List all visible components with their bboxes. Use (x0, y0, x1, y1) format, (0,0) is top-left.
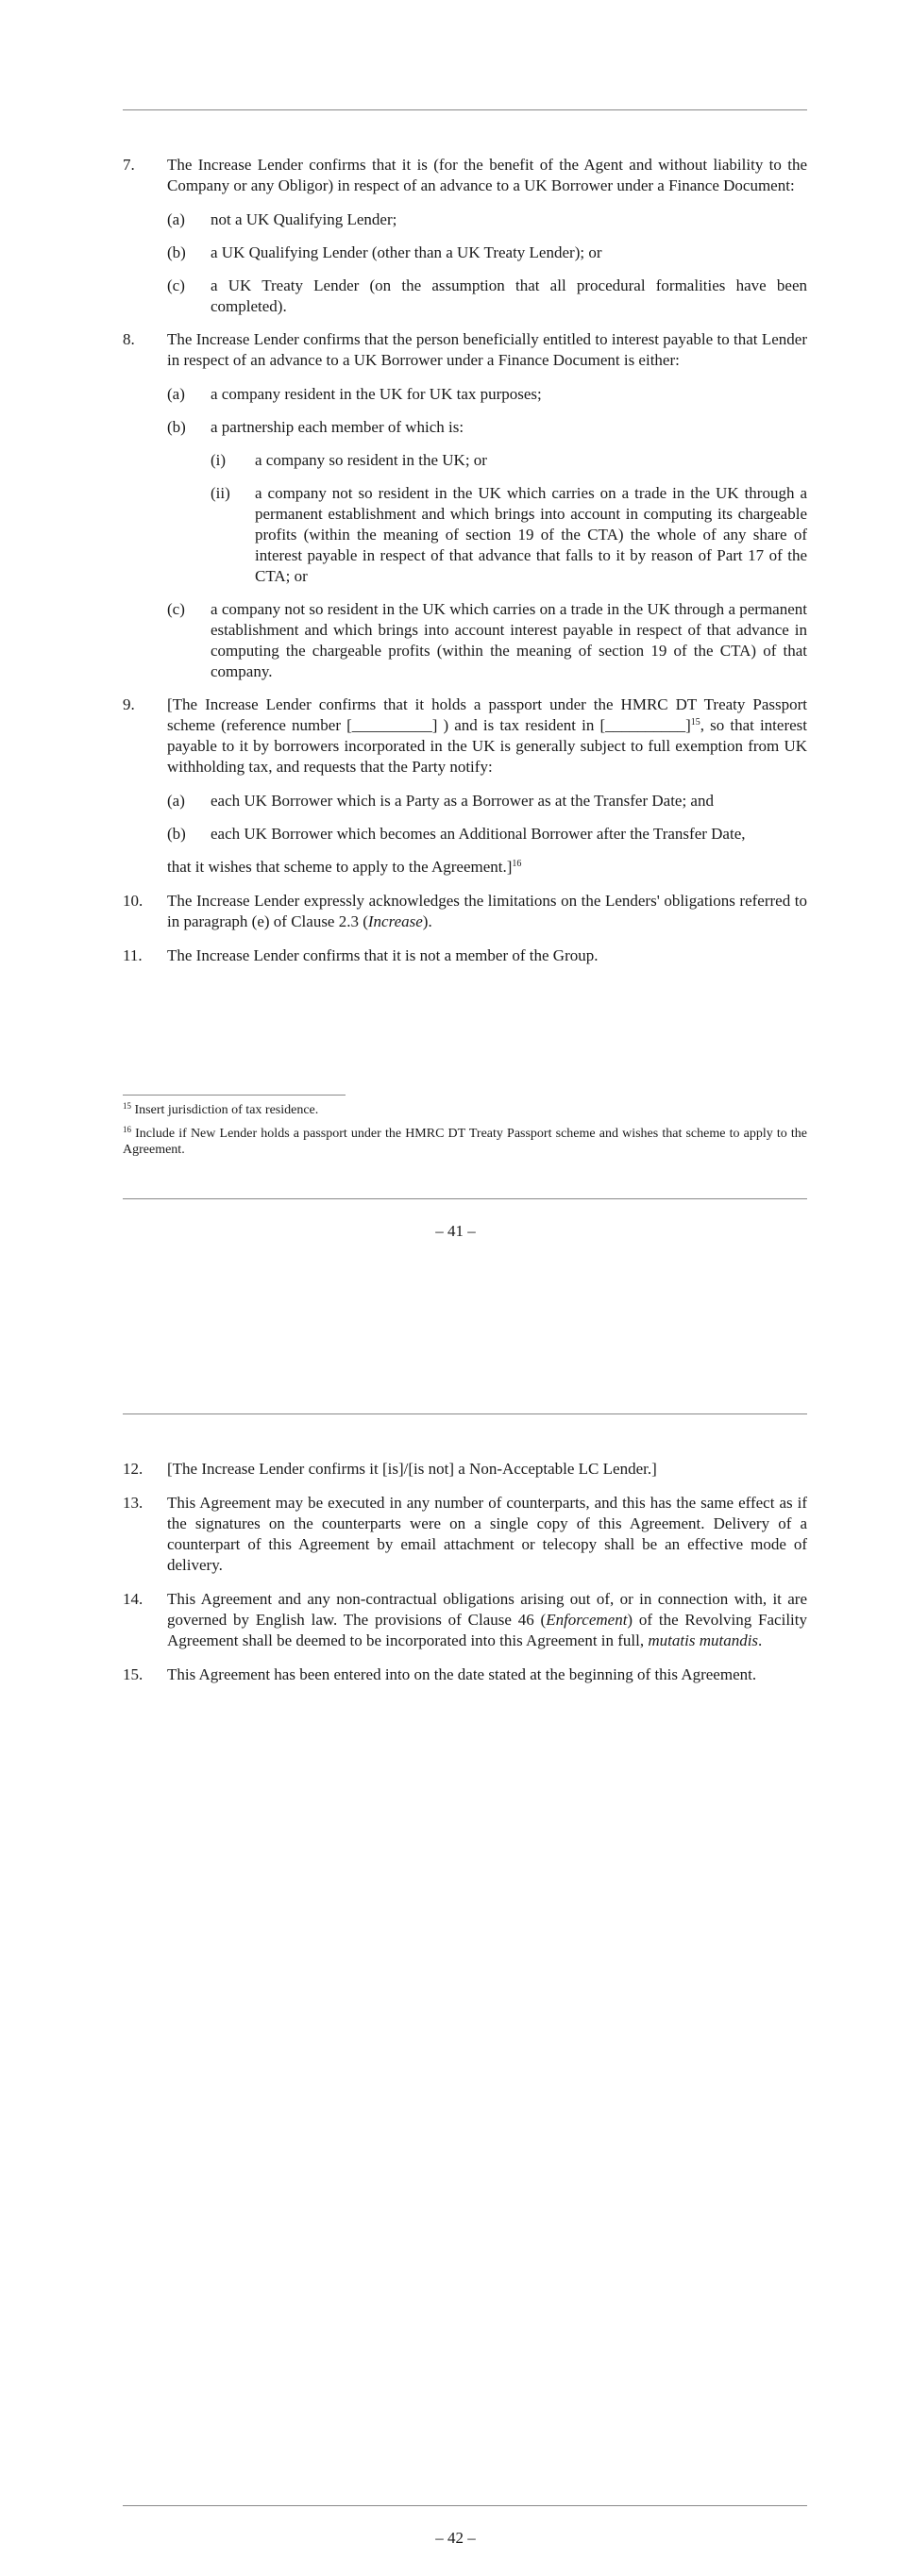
clause-number: 13. (123, 1494, 143, 1512)
footnotes (123, 1102, 807, 1165)
footnote-separator (123, 1095, 346, 1096)
sub-text: a company not so resident in the UK which carries on a trade in the UK through a permanent establishment and which brings into account interest payable in respect of that advance in computing the chargeable profits (within the meaning of section 19 of the CTA) of that company. (211, 600, 807, 680)
clause-15 (123, 1664, 807, 1685)
sub-number: (b) (167, 243, 186, 261)
clause-number: 7. (123, 156, 135, 174)
sub-item (167, 276, 807, 317)
sub-item (167, 243, 807, 263)
page-41-body (123, 155, 807, 979)
clause-continuation: that it wishes that scheme to apply to the Agreement.]$^{16}$ (167, 858, 522, 876)
clause-text: The Increase Lender expressly acknowledges the limitations on the Lenders' obligations referred to in paragraph (e) of Clause 2.3 (Increase). (167, 892, 807, 930)
sub-item (167, 599, 807, 682)
clause-10 (123, 891, 807, 932)
clause-7 (123, 155, 807, 317)
footnote-15: $^{15}$ Insert jurisdiction of tax residence. (123, 1101, 319, 1117)
page-number: – 41 – (435, 1222, 476, 1240)
clause-number: 14. (123, 1590, 143, 1608)
sub-item (167, 791, 807, 811)
sub-number: (a) (167, 210, 185, 228)
sub-item (167, 417, 807, 438)
sub-item (167, 824, 807, 845)
clause-11 (123, 945, 807, 966)
clause-12 (123, 1459, 807, 1480)
sub-sub-text: a company so resident in the UK; or (255, 451, 487, 469)
sub-item (167, 384, 807, 405)
clause-13 (123, 1493, 807, 1576)
clause-14 (123, 1589, 807, 1651)
clause-text: The Increase Lender confirms that the person beneficially entitled to interest payable to that Lender in respect of an advance to a UK Borrower under a Finance Document is either: (167, 330, 807, 369)
footnote-16: $^{16}$ Include if New Lender holds a passport under the HMRC DT Treaty Passport scheme and wishes that scheme to apply to the Agreement. (123, 1125, 807, 1157)
clause-text: The Increase Lender confirms that it is (for the benefit of the Agent and without liability to the Company or any Obligor) in respect of an advance to a UK Borrower under a Finance Document: (167, 156, 807, 194)
clause-text: [The Increase Lender confirms that it holds a passport under the HMRC DT Treaty Passport scheme (reference number [__________] ) and is tax resident in [__________]$^{15}$, so that interest payable to it by borrowers incorporated in the UK is generally subject to full exemption from UK withholding tax, and requests that the Party notify: (167, 695, 807, 776)
sub-sub-number: (ii) (211, 484, 230, 502)
clause-text: This Agreement has been entered into on the date stated at the beginning of this Agreement. (167, 1665, 757, 1683)
sub-sub-number: (i) (211, 451, 227, 469)
sub-text: each UK Borrower which is a Party as a Borrower as at the Transfer Date; and (211, 792, 714, 810)
sub-sub-item (211, 450, 807, 471)
header-rule (123, 1413, 807, 1414)
clause-number: 12. (123, 1460, 143, 1478)
page-number: – 42 – (435, 2529, 476, 2547)
header-rule (123, 109, 807, 110)
footnote-ref-15[interactable]: 15 (690, 717, 700, 728)
clause-text: [The Increase Lender confirms it [is]/[is not] a Non-Acceptable LC Lender.] (167, 1460, 657, 1478)
sub-number: (a) (167, 792, 185, 810)
sub-number: (b) (167, 418, 186, 436)
sub-number: (c) (167, 600, 185, 618)
sub-text: a UK Qualifying Lender (other than a UK Treaty Lender); or (211, 243, 602, 261)
clause-number: 10. (123, 892, 143, 910)
clause-9 (123, 694, 807, 878)
clause-number: 15. (123, 1665, 143, 1683)
clause-number: 9. (123, 695, 135, 713)
sub-text: a company resident in the UK for UK tax purposes; (211, 385, 542, 403)
sub-item (167, 209, 807, 230)
sub-sub-item (211, 483, 807, 587)
sub-sub-text: a company not so resident in the UK which carries on a trade in the UK through a permanent establishment and which brings into account in computing its chargeable profits (within the meaning of section 19 of the CTA) the whole of any share of interest payable in respect of that advance that falls to it by reason of Part 17 of the CTA; or (255, 484, 807, 585)
page-42 (0, 1302, 911, 2576)
sub-text: each UK Borrower which becomes an Additional Borrower after the Transfer Date, (211, 825, 746, 843)
clause-number: 8. (123, 330, 135, 348)
sub-text: a partnership each member of which is: (211, 418, 464, 436)
sub-text: a UK Treaty Lender (on the assumption that all procedural formalities have been completed). (211, 276, 807, 315)
clause-8 (123, 329, 807, 682)
sub-text: not a UK Qualifying Lender; (211, 210, 397, 228)
footer-rule (123, 2505, 807, 2506)
clause-text: This Agreement may be executed in any number of counterparts, and this has the same effect as if the signatures on the counterparts were on a single copy of this Agreement. Delivery of a counterpart of this Agreement by email attachment or telecopy shall be an effective mode of delivery. (167, 1494, 807, 1574)
sub-number: (c) (167, 276, 185, 294)
footer-rule (123, 1198, 807, 1199)
sub-number: (b) (167, 825, 186, 843)
footnote-ref-16[interactable]: 16 (512, 859, 522, 869)
clause-number: 11. (123, 946, 143, 964)
clause-text: This Agreement and any non-contractual obligations arising out of, or in connection with, it are governed by English law. The provisions of Clause 46 (Enforcement) of the Revolving Facility Agreement shall be deemed to be incorporated into this Agreement in full, mutatis mutandis. (167, 1590, 807, 1649)
page-42-body (123, 1459, 807, 1698)
sub-number: (a) (167, 385, 185, 403)
clause-text: The Increase Lender confirms that it is not a member of the Group. (167, 946, 599, 964)
